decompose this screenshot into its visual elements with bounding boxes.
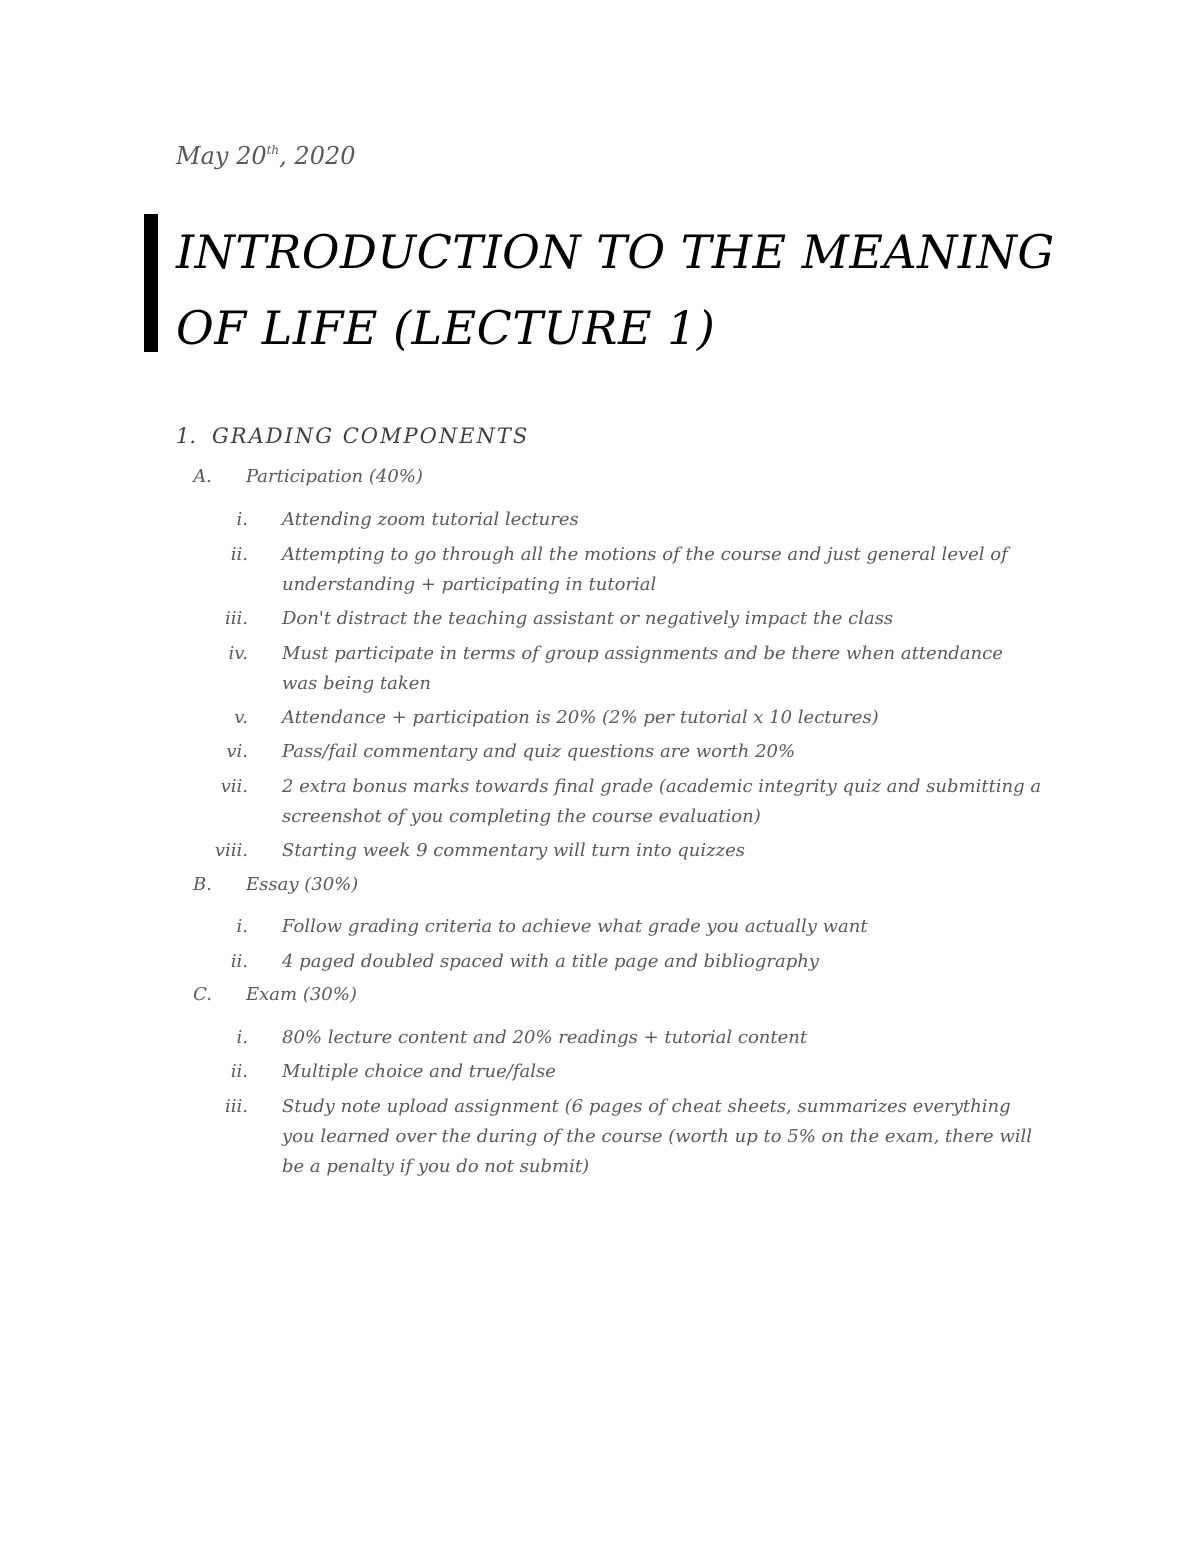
list-item-text: Starting week 9 commentary will turn into quizzes: [282, 840, 746, 861]
list-item-marker: iii.: [225, 1096, 248, 1117]
list-item-marker: viii.: [214, 840, 248, 861]
subsection-label: Essay (30%): [246, 874, 359, 895]
section-heading-text: GRADING COMPONENTS: [212, 424, 530, 448]
list-item-text: Attempting to go through all the motions of the course and just general level of understanding + participating in tutorial: [282, 544, 1008, 595]
list-item-marker: ii.: [230, 1061, 248, 1082]
list-item-text: Study note upload assignment (6 pages of cheat sheets, summarizes everything you learned over the during of the course (worth up to 5% on the exam, there will be a penalty if you do not submit): [282, 1096, 1033, 1177]
subsection-exam: [176, 984, 357, 1005]
list-item-text: Attendance + participation is 20% (2% per tutorial x 10 lectures): [282, 707, 879, 728]
list-item-text: Don't distract the teaching assistant or negatively impact the class: [282, 608, 894, 629]
section-number: 1.: [176, 424, 197, 448]
list-item-text: Multiple choice and true/false: [282, 1061, 556, 1082]
subsection-marker: C.: [193, 984, 212, 1005]
date-prefix: May 20: [176, 142, 267, 170]
date-ordinal-suffix: th: [266, 143, 280, 157]
date-rest: , 2020: [279, 142, 356, 170]
list-item-marker: vi.: [226, 741, 248, 762]
list-item-text: 80% lecture content and 20% readings + tutorial content: [282, 1027, 808, 1048]
subsection-marker: A.: [193, 466, 212, 487]
list-item-marker: iii.: [225, 608, 248, 629]
list-item-marker: v.: [234, 707, 248, 728]
subsection-label: Participation (40%): [246, 466, 423, 487]
list-item-marker: ii.: [230, 951, 248, 972]
list-item-text: Follow grading criteria to achieve what grade you actually want: [282, 916, 868, 937]
subsection-participation: [176, 466, 423, 487]
section-heading: [176, 424, 529, 448]
subsection-label: Exam (30%): [246, 984, 357, 1005]
list-item-marker: iv.: [228, 643, 248, 664]
subsection-marker: B.: [193, 874, 212, 895]
list-item-marker: i.: [236, 916, 248, 937]
list-item-text: 4 paged doubled spaced with a title page and bibliography: [282, 951, 819, 972]
subsection-essay: [176, 874, 358, 895]
list-item-text: Must participate in terms of group assignments and be there when attendance was being taken: [282, 643, 1003, 694]
list-item-text: 2 extra bonus marks towards final grade (academic integrity quiz and submitting a screenshot of you completing the course evaluation): [282, 776, 1042, 827]
title-accent-bar: [144, 214, 158, 352]
list-item-text: Attending zoom tutorial lectures: [282, 509, 579, 530]
lecture-date: [176, 142, 356, 170]
list-item-marker: i.: [236, 509, 248, 530]
list-item-marker: i.: [236, 1027, 248, 1048]
list-item-marker: ii.: [230, 544, 248, 565]
list-item-marker: vii.: [220, 776, 248, 797]
list-item-text: Pass/fail commentary and quiz questions are worth 20%: [282, 741, 796, 762]
document-title: INTRODUCTION TO THE MEANING OF LIFE (LECTURE 1): [176, 225, 1055, 355]
